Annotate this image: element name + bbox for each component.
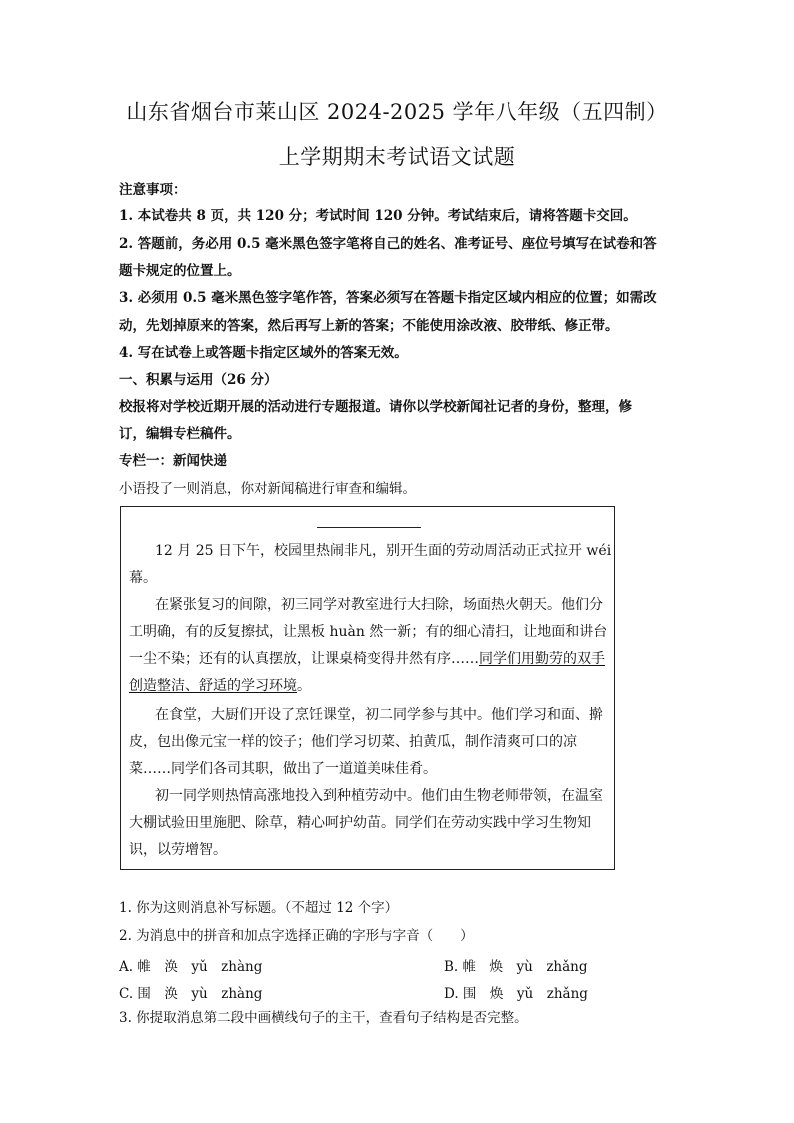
news-p2-line2: 工明确，有的反复擦拭，让黑板 huàn 然一新；有的细心清扫，让地面和讲台 xyxy=(129,624,608,640)
column-label: 专栏一：新闻快递 xyxy=(119,453,227,469)
news-p3-line1: 在食堂，大厨们开设了烹饪课堂，初二同学参与其中。他们学习和面、擀 xyxy=(155,707,603,723)
notice-item-3-cont: 动，先划掉原来的答案，然后再写上新的答案；不能使用涂改液、胶带纸、修正带。 xyxy=(119,318,619,334)
news-article-box xyxy=(120,506,615,870)
section-intro-line2: 订，编辑专栏稿件。 xyxy=(119,426,241,442)
notice-item-1: 1. 本试卷共 8 页，共 120 分；考试时间 120 分钟。考试结束后，请将答题卡交回。 xyxy=(119,208,637,224)
section-heading: 一、积累与运用（26 分） xyxy=(119,372,278,388)
news-p3-line3: 菜……同学们各司其职，做出了一道道美味佳肴。 xyxy=(129,761,437,777)
title-blank-line xyxy=(317,527,421,528)
option-b: B. 帷 焕 yù zhǎng xyxy=(444,959,588,975)
news-p1-line1: 12 月 25 日下午，校园里热闹非凡，别开生面的劳动周活动正式拉开 wéi xyxy=(155,543,612,559)
news-p2-line3 xyxy=(129,650,624,668)
news-p2-line3-text: 一尘不染；还有的认真摆放，让课桌椅变得井然有序…… xyxy=(129,651,479,667)
news-p1-line2: 幕。 xyxy=(129,570,157,586)
underlined-sentence-part2: 创造整洁、舒适的学习环境 xyxy=(129,678,297,694)
question-1: 1. 你为这则消息补写标题。（不超过 12 个字） xyxy=(119,900,399,916)
news-p2-line4 xyxy=(129,677,624,695)
question-2: 2. 为消息中的拼音和加点字选择正确的字形与字音（ ） xyxy=(119,928,474,944)
option-d: D. 围 焕 yǔ zhǎng xyxy=(444,986,588,1002)
option-a: A. 帷 涣 yǔ zhàng xyxy=(119,959,263,975)
news-p4-line2: 大棚试验田里施肥、除草，精心呵护幼苗。同学们在劳动实践中学习生物知 xyxy=(129,815,591,831)
news-p4-line3: 识，以劳增智。 xyxy=(129,842,227,858)
task-text: 小语投了一则消息，你对新闻稿进行审查和编辑。 xyxy=(119,481,416,497)
question-3: 3. 你提取消息第二段中画横线句子的主干，查看句子结构是否完整。 xyxy=(119,1010,528,1026)
notice-heading: 注意事项： xyxy=(119,182,187,198)
notice-item-2: 2. 答题前，务必用 0.5 毫米黑色签字笔将自己的姓名、准考证号、座位号填写在试卷和答 xyxy=(119,236,657,252)
exam-title-line1: 山东省烟台市莱山区 2024-2025 学年八年级（五四制） xyxy=(126,100,668,124)
section-intro-line1: 校报将对学校近期开展的活动进行专题报道。请你以学校新闻社记者的身份，整理，修 xyxy=(119,399,632,415)
option-c: C. 围 涣 yù zhàng xyxy=(119,986,263,1002)
news-p4-line1: 初一同学则热情高涨地投入到种植劳动中。他们由生物老师带领，在温室 xyxy=(155,788,603,804)
news-p2-line1: 在紧张复习的间隙，初三同学对教室进行大扫除，场面热火朝天。他们分 xyxy=(155,597,603,613)
notice-item-2-cont: 题卡规定的位置上。 xyxy=(119,263,241,279)
underlined-sentence-part1: 同学们用勤劳的双手 xyxy=(479,651,605,667)
news-p2-line4-end: 。 xyxy=(297,678,311,694)
news-p3-line2: 皮，包出像元宝一样的饺子；他们学习切菜、拍黄瓜，制作清爽可口的凉 xyxy=(129,734,577,750)
notice-item-3: 3. 必须用 0.5 毫米黑色签字笔作答，答案必须写在答题卡指定区域内相应的位置；如需改 xyxy=(119,290,657,306)
notice-item-4: 4. 写在试卷上或答题卡指定区域外的答案无效。 xyxy=(119,345,408,361)
exam-title-line2: 上学期期末考试语文试题 xyxy=(278,145,516,169)
